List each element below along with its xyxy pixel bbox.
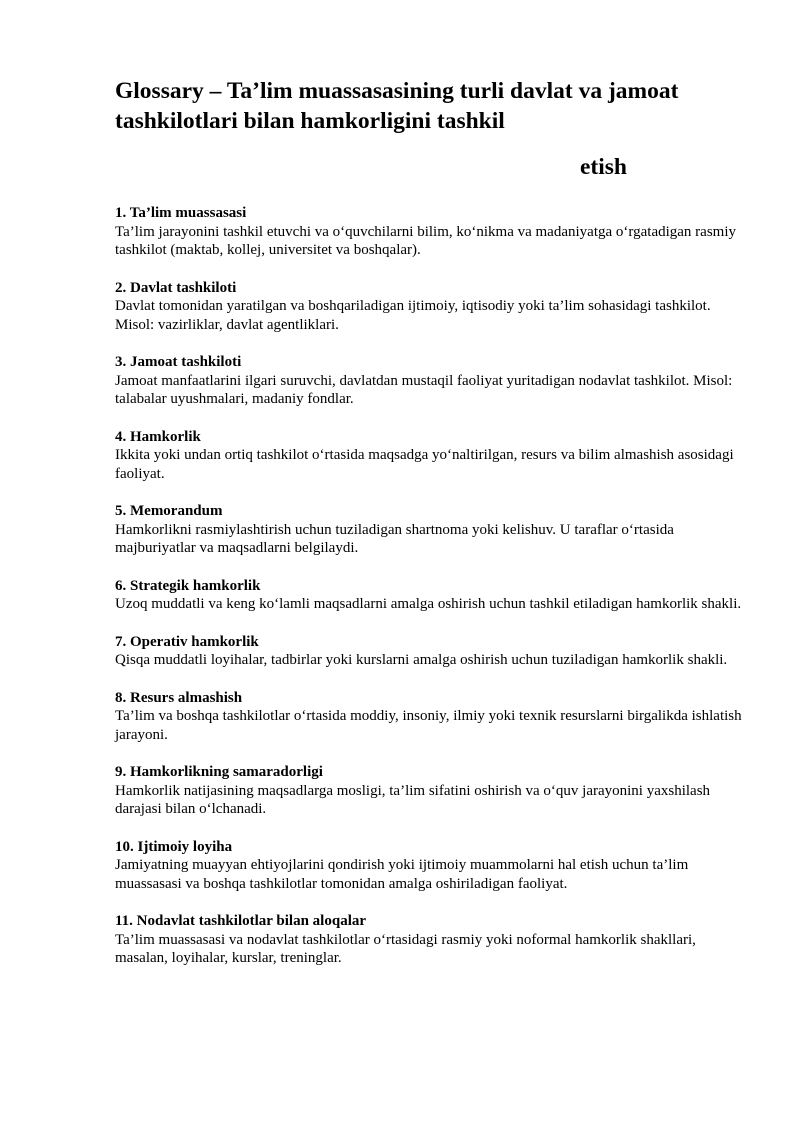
- glossary-entry: [115, 502, 742, 558]
- glossary-entry: [115, 912, 742, 968]
- document-title: Glossary – Ta’lim muassasasining turli davlat va jamoat tashkilotlari bilan hamkorligini tashkil: [115, 78, 679, 134]
- glossary-term: 2. Davlat tashkiloti: [115, 279, 237, 296]
- glossary-term: 7. Operativ hamkorlik: [115, 633, 259, 650]
- glossary-term: 1. Ta’lim muassasasi: [115, 205, 247, 221]
- document-title-continuation: etish: [580, 154, 627, 180]
- glossary-definition: Jamiyatning muayyan ehtiyojlarini qondirish yoki ijtimoiy muammolarni hal etish uchun ta’lim muassasasi va boshqa tashkilotlar tomonidan amalga oshiriladigan faoliyat.: [115, 857, 689, 892]
- glossary-definition: Hamkorlik natijasining maqsadlarga mosligi, ta’lim sifatini oshirish va o‘quv jarayonini yaxshilash darajasi bilan o‘lchanadi.: [115, 782, 711, 817]
- glossary-definition: Jamoat manfaatlarini ilgari suruvchi, davlatdan mustaqil faoliyat yuritadigan nodavlat tashkilot. Misol: talabalar uyushmalari, madaniy fondlar.: [115, 372, 733, 407]
- glossary-term: 5. Memorandum: [115, 503, 223, 519]
- glossary-term: 3. Jamoat tashkiloti: [115, 354, 242, 370]
- glossary-entry: [115, 353, 742, 409]
- glossary-entry: [115, 838, 742, 894]
- glossary-definition: Qisqa muddatli loyihalar, tadbirlar yoki kurslarni amalga oshirish uchun tuziladigan hamkorlik shakli.: [115, 652, 728, 668]
- glossary-entry: [115, 204, 742, 260]
- glossary-entry: [115, 689, 742, 745]
- glossary-entry: [115, 428, 742, 484]
- glossary-definition: Ta’lim jarayonini tashkil etuvchi va o‘quvchilarni bilim, ko‘nikma va madaniyatga o‘rgatadigan rasmiy tashkilot (maktab, kollej, universitet va boshqalar).: [115, 223, 736, 258]
- glossary-entry: [115, 763, 742, 819]
- glossary-term: 11. Nodavlat tashkilotlar bilan aloqalar: [115, 913, 367, 929]
- glossary-definition: Ta’lim va boshqa tashkilotlar o‘rtasida moddiy, insoniy, ilmiy yoki texnik resurslarni birgalikda ishlatish jarayoni.: [115, 708, 742, 743]
- glossary-definition: Uzoq muddatli va keng ko‘lamli maqsadlarni amalga oshirish uchun tashkil etiladigan hamkorlik shakli.: [115, 596, 742, 612]
- glossary-list: [115, 204, 742, 968]
- glossary-entry: [115, 577, 742, 614]
- glossary-definition: Ta’lim muassasasi va nodavlat tashkilotlar o‘rtasidagi rasmiy yoki noformal hamkorlik shakllari, masalan, loyihalar, kurslar, treninglar.: [115, 931, 696, 966]
- glossary-entry: [115, 279, 742, 335]
- glossary-definition: Davlat tomonidan yaratilgan va boshqariladigan ijtimoiy, iqtisodiy yoki ta’lim sohasidagi tashkilot. Misol: vazirliklar, davlat agentliklari.: [115, 298, 711, 333]
- glossary-term: 9. Hamkorlikning samaradorligi: [115, 764, 323, 780]
- glossary-term: 10. Ijtimoiy loyiha: [115, 838, 233, 855]
- glossary-entry: [115, 633, 742, 670]
- glossary-term: 8. Resurs almashish: [115, 689, 243, 706]
- glossary-term: 6. Strategik hamkorlik: [115, 577, 261, 594]
- glossary-definition: Ikkita yoki undan ortiq tashkilot o‘rtasida maqsadga yo‘naltirilgan, resurs va bilim almashish asosidagi faoliyat.: [115, 447, 734, 482]
- glossary-definition: Hamkorlikni rasmiylashtirish uchun tuziladigan shartnoma yoki kelishuv. U taraflar o‘rtasida majburiyatlar va maqsadlarni belgilaydi.: [115, 521, 674, 556]
- glossary-term: 4. Hamkorlik: [115, 428, 201, 445]
